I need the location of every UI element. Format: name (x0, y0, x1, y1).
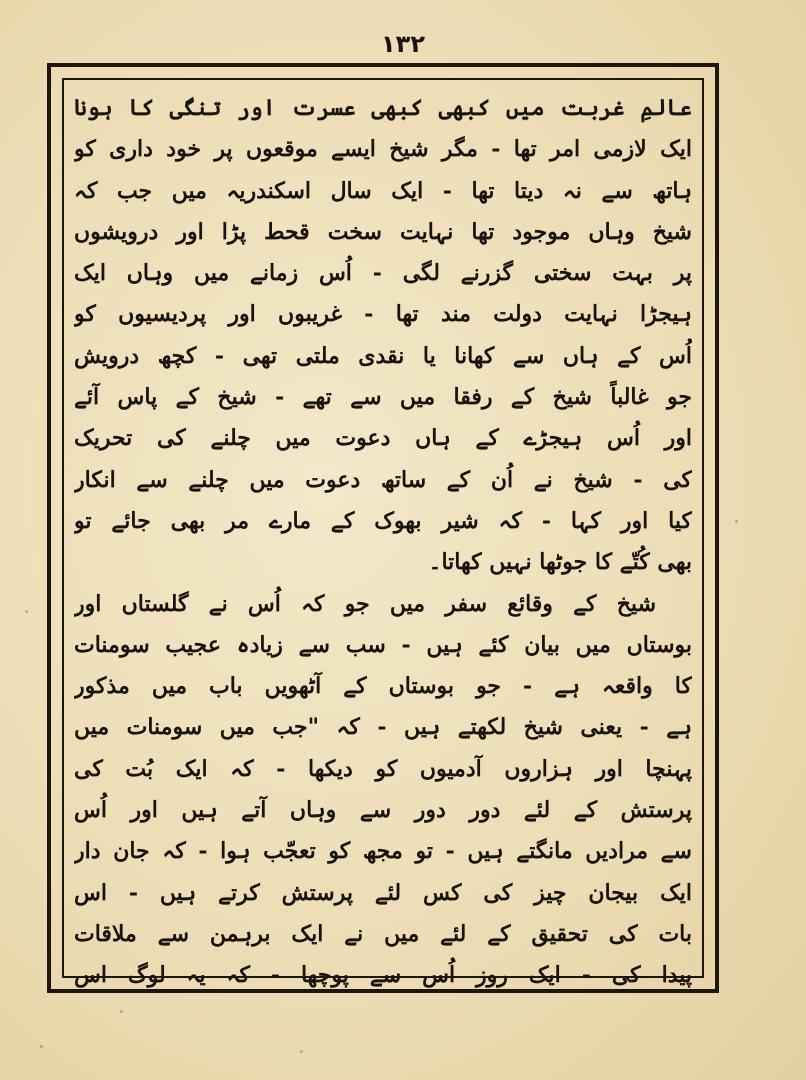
text-line: ہاتھ سے نہ دیتا تھا - ایک سال اسکندریہ میں جب کہ (74, 177, 692, 204)
text-line: جو غالباً شیخ کے رفقا میں سے تھے - شیخ کے پاس آئے (74, 384, 692, 411)
paper-speck (735, 520, 738, 523)
text-line: پر بہت سختی گزرنے لگی - اُس زمانے میں وہاں ایک (74, 260, 692, 287)
paper-speck (25, 610, 28, 613)
text-line: کیا اور کہا - کہ شیر بھوک کے مارے مر بھی جائے تو (74, 507, 692, 534)
text-line: پیدا کی - ایک روز اُس سے پوچھا - کہ یہ لوگ اس (74, 962, 692, 989)
text-line: کا واقعہ ہے - جو بوستاں کے آٹھویں باب میں مذکور (74, 673, 692, 700)
text-line: پرستش کے لئے دور دور سے وہاں آتے ہیں اور اُس (74, 797, 692, 824)
text-line: سے مرادیں مانگتے ہیں - تو مجھ کو تعجّب ہوا - کہ جان دار (74, 838, 692, 865)
text-line: ایک بیجان چیز کی کس لئے پرستش کرتے ہیں - اس (74, 879, 692, 906)
text-line: ہے - یعنی شیخ لکھتے ہیں - کہ "جب میں سومنات میں (74, 714, 692, 741)
text-line: اور اُس ہیجڑے کے ہاں دعوت میں چلنے کی تحریک (74, 425, 692, 452)
paragraph-end-line: بھی کُتّے کا جوٹھا نہیں کھاتا۔ (428, 549, 692, 576)
page-number: ۱۳۲ (381, 30, 425, 58)
text-line: ایک لازمی امر تھا - مگر شیخ ایسے موقعوں پر خود داری کو (74, 136, 692, 163)
text-line: ہیجڑا نہایت دولت مند تھا - غریبوں اور پردیسیوں کو (74, 301, 692, 328)
text-line: بات کی تحقیق کے لئے میں نے ایک برہمن سے ملاقات (74, 920, 692, 947)
paper-speck (40, 1045, 43, 1048)
text-line: اُس کے ہاں سے کھانا یا نقدی ملتی تھی - کچھ درویش (74, 342, 692, 369)
paragraph-start-line: شیخ کے وقائع سفر میں جو کہ اُس نے گلستاں اور (74, 590, 657, 617)
paper-speck (120, 1010, 123, 1013)
text-line: پہنچا اور ہزاروں آدمیوں کو دیکھا - کہ ایک بُت کی (74, 755, 692, 782)
text-line: کی - شیخ نے اُن کے ساتھ دعوت میں چلنے سے انکار (74, 466, 692, 493)
text-line: عالمِ غربت میں کبھی کبھی عسرت اور تنگی کا ہونا (74, 95, 692, 121)
text-line: بوستاں میں بیان کئے ہیں - سب سے زیادہ عجیب سومنات (74, 631, 692, 658)
text-body (74, 88, 692, 997)
text-line: شیخ وہاں موجود تھا نہایت سخت قحط پڑا اور درویشوں (74, 218, 692, 245)
paper-speck (300, 1050, 303, 1053)
